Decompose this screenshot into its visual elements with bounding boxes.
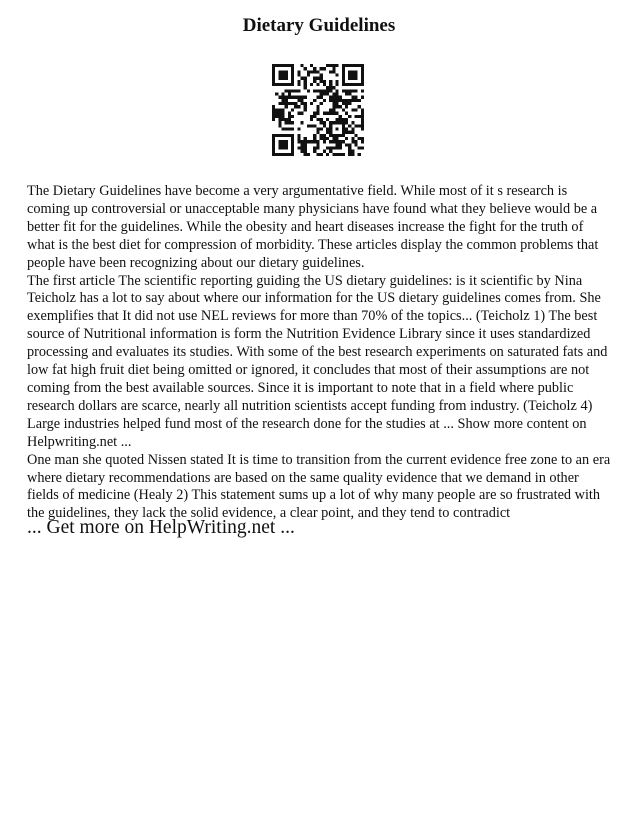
- get-more-link[interactable]: ... Get more on HelpWriting.net ...: [27, 517, 295, 538]
- article-body: [27, 183, 613, 523]
- qr-code-graphic: [272, 64, 364, 156]
- paragraph-intro: The Dietary Guidelines have become a very argumentative field. While most of it s research is coming up controversial or unacceptable many physicians have found what they believe would be a better fit for the guidelines. While the obesity and heart diseases increase the fight for the truth of what is the best diet for compression of morbidity. These articles display the common problems that people have been recognizing about our dietary guidelines.: [27, 183, 599, 271]
- paragraph-first-article: The first article The scientific reporting guiding the US dietary guidelines: is it scientific by Nina Teicholz has a lot to say about where our information for the US dietary guidelines comes from. She exemplifies that It did not use NEL reviews for more than 70% of the topics... (Teicholz 1) The best source of Nutritional information is form the Nutrition Evidence Library since it uses standardized processing and evaluates its studies. With some of the best research experiments on saturated fats and low fat high fruit diet being omitted or ignored, it concludes that most of their assumptions are not coming from the best available sources. Since it is important to note that in a field where public research dollars are scarce, nearly all nutrition scientists accept funding from industry. (Teicholz 4) Large industries helped fund most of the research done for the studies at ... Show more content on Helpwriting.net ...: [27, 272, 608, 450]
- paragraph-nissen-quote: One man she quoted Nissen stated It is time to transition from the current evidence free zone to an era where dietary recommendations are based on the same quality evidence that we demand in other fields of medicine (Healy 2) This statement sums up a lot of why many people are so frustrated with the guidelines, they lack the solid evidence, a clear point, and they tend to contradict: [27, 451, 611, 522]
- qr-code-icon[interactable]: [272, 64, 364, 156]
- page-title: Dietary Guidelines: [242, 15, 396, 36]
